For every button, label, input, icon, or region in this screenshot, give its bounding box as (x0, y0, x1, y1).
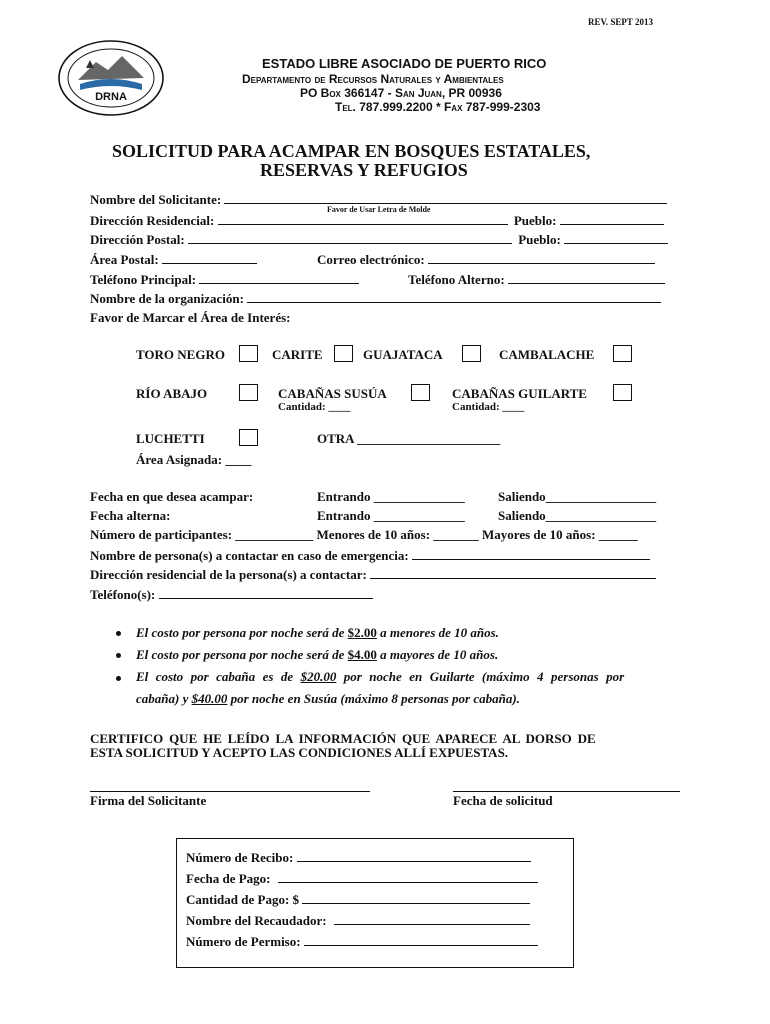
area-cabanas-susua-checkbox[interactable] (411, 384, 430, 401)
alt-phone-field[interactable] (508, 271, 665, 284)
residential-town-field[interactable] (560, 212, 664, 225)
camp-date-entry-field[interactable]: Entrando ______________ (317, 489, 465, 504)
area-cabanas-guilarte-checkbox[interactable] (613, 384, 632, 401)
alt-date-exit-field[interactable]: Saliendo_________________ (498, 508, 657, 523)
organization-row (90, 290, 661, 307)
bullet-icon (116, 631, 121, 636)
zip-code-row (90, 251, 257, 268)
area-cambalache-label: CAMBALACHE (499, 347, 595, 362)
certification-line2: ESTA SOLICITUD Y ACEPTO LAS CONDICIONES ALLÍ EXPUESTAS. (90, 745, 509, 760)
cabanas-guilarte-quantity[interactable]: Cantidad: ____ (452, 401, 525, 413)
signature-label: Firma del Solicitante (90, 793, 207, 808)
drna-logo-label (95, 91, 127, 103)
applicant-name-field[interactable] (224, 191, 667, 204)
cost-child-amount: $2.00 (347, 625, 377, 640)
payment-amount-field[interactable] (302, 891, 530, 904)
area-rio-abajo-label: RÍO ABAJO (136, 386, 208, 401)
zip-code-label: Área Postal: (90, 252, 159, 267)
bullet-icon (116, 676, 121, 681)
main-phone-field[interactable] (199, 271, 359, 284)
area-other-field[interactable]: OTRA ______________________ (317, 431, 501, 446)
residential-address-label: Dirección Residencial: (90, 213, 215, 228)
header-line1: ESTADO LIBRE ASOCIADO DE PUERTO RICO (262, 56, 547, 71)
area-guajataca-checkbox[interactable] (462, 345, 481, 362)
revision-date: REV. SEPT 2013 (588, 17, 653, 27)
office-use-box (176, 838, 574, 968)
area-carite-checkbox[interactable] (334, 345, 353, 362)
cost-susua-amount: $40.00 (191, 691, 228, 706)
contact-address-row (90, 566, 656, 583)
drna-seal-logo (56, 38, 166, 118)
area-cambalache-checkbox[interactable] (613, 345, 632, 362)
alt-phone-label: Teléfono Alterno: (408, 272, 505, 287)
organization-field[interactable] (247, 290, 661, 303)
postal-town-label: Pueblo: (518, 232, 561, 247)
emergency-contact-field[interactable] (412, 547, 650, 560)
receipt-number-row (186, 849, 531, 866)
contact-address-label: Dirección residencial de la persona(s) a contactar: (90, 567, 367, 582)
collector-name-row (186, 912, 530, 929)
cost-cabin-text-cont: cabaña) y $40.00 por noche en Susúa (máximo 8 personas por cabaña). (136, 691, 520, 706)
payment-date-label: Fecha de Pago: (186, 871, 271, 886)
svg-text:DRNA: DRNA (95, 91, 127, 103)
area-luchetti-label: LUCHETTI (136, 431, 205, 446)
certification-line1: CERTIFICO QUE HE LEÍDO LA INFORMACIÓN QUE APARECE AL DORSO DE (90, 731, 596, 746)
main-phone-label: Teléfono Principal: (90, 272, 197, 287)
area-guajataca-label: GUAJATACA (363, 347, 443, 362)
area-of-interest-label: Favor de Marcar el Área de Interés: (90, 310, 291, 325)
contact-address-field[interactable] (370, 566, 656, 579)
area-cabanas-susua-label: CABAÑAS SUSÚA (278, 386, 387, 401)
main-phone-row (90, 271, 359, 288)
camp-date-exit-field[interactable]: Saliendo_________________ (498, 489, 657, 504)
alt-phone-row (408, 271, 665, 288)
header-line3: PO Box 366147 - San Juan, PR 00936 (300, 86, 502, 100)
camp-date-label: Fecha en que desea acampar: (90, 489, 254, 504)
collector-name-label: Nombre del Recaudador: (186, 913, 327, 928)
contact-phones-label: Teléfono(s): (90, 587, 156, 602)
bullet-icon (116, 653, 121, 658)
email-row (317, 251, 655, 268)
cost-guilarte-amount: $20.00 (300, 669, 337, 684)
residential-address-row (90, 212, 664, 229)
payment-amount-row (186, 891, 530, 908)
residential-town-label: Pueblo: (513, 213, 557, 228)
assigned-area-field[interactable]: Área Asignada: ____ (136, 452, 252, 467)
postal-address-label: Dirección Postal: (90, 232, 185, 247)
postal-address-row (90, 231, 668, 248)
residential-address-field[interactable] (218, 212, 508, 225)
cost-adult-text: El costo por persona por noche será de $4.00 a mayores de 10 años. (136, 647, 499, 662)
signature-line[interactable] (90, 791, 370, 792)
zip-code-field[interactable] (162, 251, 257, 264)
receipt-number-field[interactable] (297, 849, 531, 862)
emergency-contact-row (90, 547, 650, 564)
cabanas-susua-quantity[interactable]: Cantidad: ____ (278, 401, 351, 413)
postal-town-field[interactable] (564, 231, 668, 244)
receipt-number-label: Número de Recibo: (186, 850, 294, 865)
applicant-name-label: Nombre del Solicitante: (90, 192, 222, 207)
form-title-line2: RESERVAS Y REFUGIOS (260, 160, 468, 180)
area-toro-negro-label: TORO NEGRO (136, 347, 225, 362)
email-label: Correo electrónico: (317, 252, 425, 267)
area-rio-abajo-checkbox[interactable] (239, 384, 258, 401)
permit-number-label: Número de Permiso: (186, 934, 301, 949)
block-letters-note: Favor de Usar Letra de Molde (327, 205, 431, 214)
email-field[interactable] (428, 251, 655, 264)
participants-row[interactable]: Número de participantes: ____________ Menores de 10 años: _______ Mayores de 10 años: ______ (90, 527, 638, 542)
header-line4: Tel. 787.999.2200 * Fax 787-999-2303 (335, 100, 541, 114)
header-line2: Departamento de Recursos Naturales y Ambientales (242, 72, 504, 86)
area-luchetti-checkbox[interactable] (239, 429, 258, 446)
alt-date-entry-field[interactable]: Entrando ______________ (317, 508, 465, 523)
area-toro-negro-checkbox[interactable] (239, 345, 258, 362)
emergency-contact-label: Nombre de persona(s) a contactar en caso de emergencia: (90, 548, 409, 563)
contact-phones-field[interactable] (159, 586, 373, 599)
cost-child-text: El costo por persona por noche será de $2.00 a menores de 10 años. (136, 625, 499, 640)
contact-phones-row (90, 586, 373, 603)
form-title-line1: SOLICITUD PARA ACAMPAR EN BOSQUES ESTATALES, (112, 141, 591, 161)
payment-date-row (186, 870, 538, 887)
collector-name-field[interactable] (334, 912, 530, 925)
permit-number-field[interactable] (304, 933, 538, 946)
area-cabanas-guilarte-label: CABAÑAS GUILARTE (452, 386, 587, 401)
organization-label: Nombre de la organización: (90, 291, 244, 306)
cost-cabin-text: El costo por cabaña es de $20.00 por noche en Guilarte (máximo 4 personas por (136, 669, 625, 684)
alt-date-label: Fecha alterna: (90, 508, 171, 523)
postal-address-field[interactable] (188, 231, 512, 244)
request-date-label: Fecha de solicitud (453, 793, 553, 808)
request-date-line[interactable] (453, 791, 680, 792)
cost-adult-amount: $4.00 (347, 647, 377, 662)
permit-number-row (186, 933, 538, 950)
payment-amount-label: Cantidad de Pago: $ (186, 892, 300, 907)
area-carite-label: CARITE (272, 347, 323, 362)
payment-date-field[interactable] (278, 870, 538, 883)
